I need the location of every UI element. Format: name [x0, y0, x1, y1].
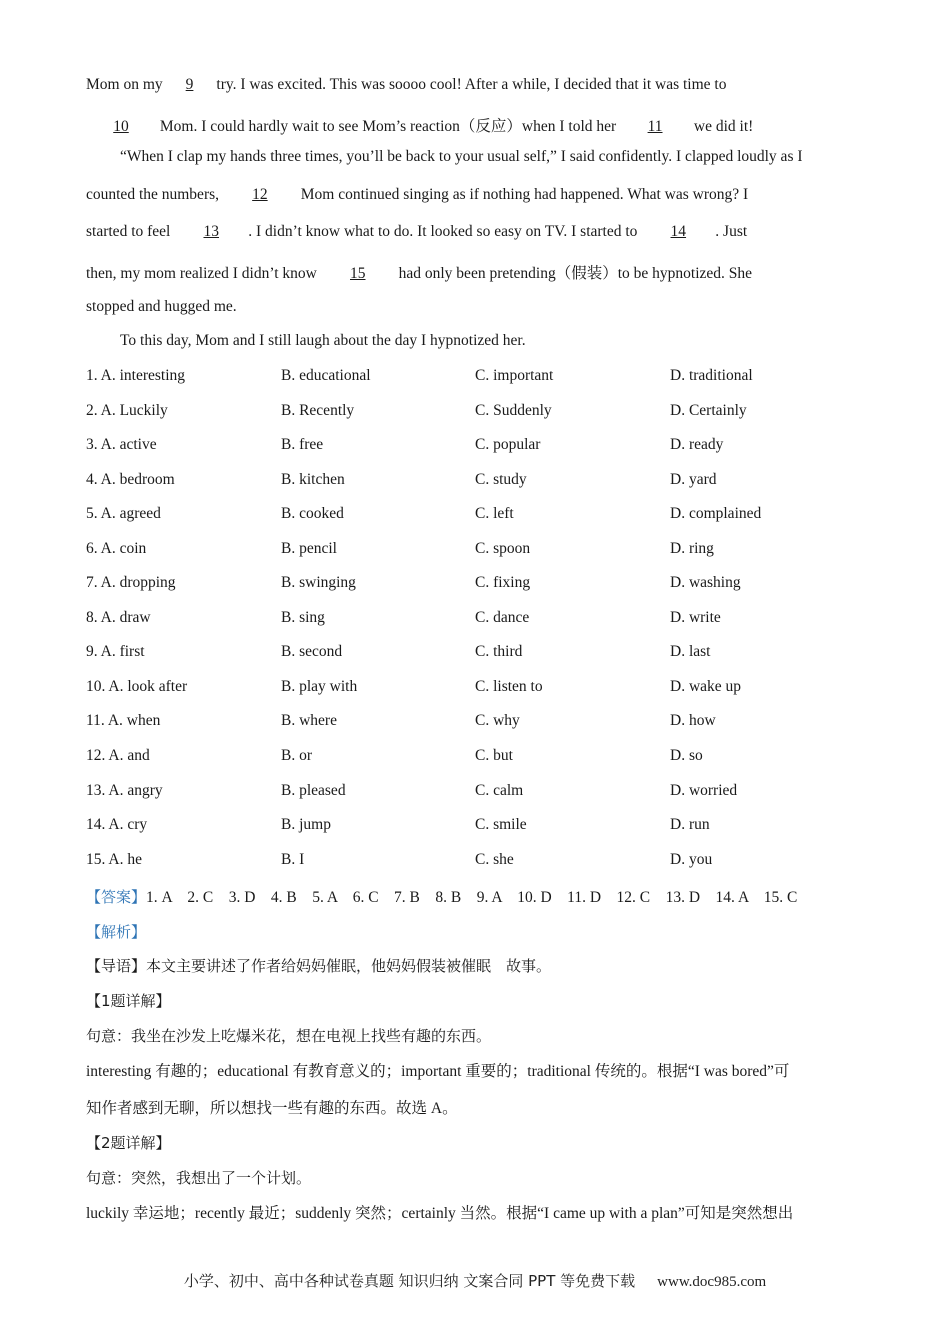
option-b: B. jump	[281, 816, 331, 833]
option-b: B. cooked	[281, 505, 344, 522]
q1-explanation-text: interesting 有趣的；educational 有教育意义的；important 重要的；traditional 传统的。根据“I was bored”可	[86, 1063, 790, 1080]
option-c: C. left	[475, 505, 514, 522]
option-d: D. run	[670, 816, 710, 833]
option-c: C. listen to	[475, 678, 543, 695]
passage-text: To this day, Mom and I still laugh about the day I hypnotized her.	[120, 332, 526, 349]
option-row	[86, 574, 866, 596]
option-b: B. second	[281, 643, 343, 660]
q2-explanation-1	[86, 1201, 862, 1223]
option-row	[86, 505, 866, 527]
option-c: C. important	[475, 367, 554, 384]
option-b: B. kitchen	[281, 471, 345, 488]
option-d: D. wake up	[670, 678, 742, 695]
blank-11: 11	[647, 118, 663, 135]
option-row	[86, 436, 866, 458]
option-d: D. complained	[670, 505, 762, 522]
option-d: D. ready	[670, 436, 724, 453]
analysis-label: 【解析】	[86, 923, 147, 941]
blank-10: 10	[113, 118, 129, 135]
passage-text: counted the numbers,	[86, 186, 223, 203]
option-b: B. pleased	[281, 782, 346, 799]
passage-text: had only been pretending（假装）to be hypnotized. She	[394, 265, 753, 282]
q2-heading	[86, 1132, 862, 1153]
q1-heading	[86, 990, 862, 1011]
option-row	[86, 747, 866, 769]
option-row	[86, 782, 866, 804]
answer-label: 【答案】	[86, 888, 147, 906]
option-a: 5. A. agreed	[86, 505, 161, 522]
option-a: 9. A. first	[86, 643, 145, 660]
option-a: 2. A. Luckily	[86, 402, 168, 419]
passage-line-7	[86, 298, 862, 316]
q2-meaning-text: 句意：突然，我想出了一个计划。	[86, 1169, 312, 1187]
option-d: D. worried	[670, 782, 738, 799]
option-d: D. last	[670, 643, 711, 660]
option-b: B. I	[281, 851, 305, 868]
option-row	[86, 643, 866, 665]
option-c: C. she	[475, 851, 514, 868]
option-b: B. swinging	[281, 574, 356, 591]
answer-line	[86, 885, 862, 907]
option-row	[86, 367, 866, 389]
option-d: D. you	[670, 851, 713, 868]
option-row	[86, 471, 866, 493]
option-row	[86, 851, 866, 873]
blank-14: 14	[670, 223, 687, 240]
passage-line-2	[86, 114, 862, 136]
option-d: D. write	[670, 609, 721, 626]
option-d: D. ring	[670, 540, 714, 557]
blank-12: 12	[252, 186, 268, 203]
passage-text: Mom on my	[86, 76, 167, 93]
option-row	[86, 402, 866, 424]
guide-text: 【导语】本文主要讲述了作者给妈妈催眠，他妈妈假装被催眠 故事。	[86, 957, 552, 975]
page-footer	[0, 1270, 950, 1291]
q1-meaning	[86, 1025, 862, 1046]
option-row	[86, 540, 866, 562]
q1-explanation-2	[86, 1096, 862, 1118]
passage-line-3	[120, 148, 862, 166]
option-c: C. why	[475, 712, 520, 729]
option-d: D. washing	[670, 574, 741, 591]
option-a: 7. A. dropping	[86, 574, 176, 591]
option-c: C. dance	[475, 609, 530, 626]
blank-9: 9	[185, 76, 194, 93]
q1-explanation-text: 知作者感到无聊，所以想找一些有趣的东西。故选 A。	[86, 1100, 458, 1117]
option-a: 1. A. interesting	[86, 367, 186, 384]
option-c: C. spoon	[475, 540, 531, 557]
option-c: C. calm	[475, 782, 524, 799]
option-row	[86, 678, 866, 700]
q2-meaning	[86, 1167, 862, 1188]
option-a: 4. A. bedroom	[86, 471, 175, 488]
passage-text: we did it!	[690, 118, 754, 135]
option-d: D. so	[670, 747, 703, 764]
option-a: 10. A. look after	[86, 678, 188, 695]
q2-heading-text: 【2题详解】	[86, 1134, 171, 1152]
analysis-line	[86, 921, 862, 942]
guide-line	[86, 955, 862, 976]
passage-text: “When I clap my hands three times, you’ll be back to your usual self,” I said confidently. I clapped loudly as I	[120, 148, 803, 165]
option-row	[86, 609, 866, 631]
passage-text: try. I was excited. This was soooo cool! After a while, I decided that it was time to	[212, 76, 727, 93]
passage-line-4	[86, 186, 862, 204]
passage-text: . I didn’t know what to do. It looked so easy on TV. I started to	[248, 223, 642, 240]
option-b: B. sing	[281, 609, 325, 626]
option-b: B. where	[281, 712, 337, 729]
option-c: C. but	[475, 747, 513, 764]
q1-meaning-text: 句意：我坐在沙发上吃爆米花，想在电视上找些有趣的东西。	[86, 1027, 492, 1045]
option-c: C. Suddenly	[475, 402, 552, 419]
footer-text: 小学、初中、高中各种试卷真题 知识归纳 文案合同 PPT 等免费下载	[183, 1272, 636, 1290]
passage-text: started to feel	[86, 223, 175, 240]
option-a: 8. A. draw	[86, 609, 151, 626]
passage-text: Mom. I could hardly wait to see Mom’s reaction（反应）when I told her	[156, 118, 621, 135]
option-a: 13. A. angry	[86, 782, 163, 799]
option-a: 15. A. he	[86, 851, 142, 868]
option-row	[86, 712, 866, 734]
passage-text: stopped and hugged me.	[86, 298, 237, 315]
q1-explanation-1	[86, 1059, 862, 1081]
passage-line-6	[86, 261, 862, 283]
option-a: 6. A. coin	[86, 540, 147, 557]
answer-text: 1. A 2. C 3. D 4. B 5. A 6. C 7. B 8. B 9. A 10. D 11. D 12. C 13. D 14. A 15. C	[146, 889, 798, 906]
option-a: 11. A. when	[86, 712, 161, 729]
blank-15: 15	[350, 265, 366, 282]
passage-text: then, my mom realized I didn’t know	[86, 265, 321, 282]
option-b: B. or	[281, 747, 312, 764]
passage-line-1	[86, 76, 862, 94]
option-d: D. yard	[670, 471, 717, 488]
option-c: C. third	[475, 643, 523, 660]
option-a: 12. A. and	[86, 747, 150, 764]
passage-line-5	[86, 223, 862, 241]
option-d: D. Certainly	[670, 402, 747, 419]
option-d: D. how	[670, 712, 716, 729]
passage-text: . Just	[715, 223, 748, 240]
option-d: D. traditional	[670, 367, 753, 384]
option-b: B. educational	[281, 367, 371, 384]
option-b: B. Recently	[281, 402, 355, 419]
option-a: 14. A. cry	[86, 816, 148, 833]
q2-explanation-text: luckily 幸运地；recently 最近；suddenly 突然；certainly 当然。根据“I came up with a plan”可知是突然想出	[86, 1205, 794, 1222]
option-b: B. free	[281, 436, 324, 453]
option-row	[86, 816, 866, 838]
blank-13: 13	[203, 223, 219, 240]
option-c: C. popular	[475, 436, 541, 453]
option-c: C. fixing	[475, 574, 531, 591]
option-c: C. smile	[475, 816, 527, 833]
option-c: C. study	[475, 471, 527, 488]
option-b: B. play with	[281, 678, 358, 695]
passage-text: Mom continued singing as if nothing had happened. What was wrong? I	[296, 186, 749, 203]
passage-line-8	[120, 332, 862, 350]
option-b: B. pencil	[281, 540, 337, 557]
footer-link[interactable]: www.doc985.com	[657, 1274, 767, 1290]
q1-heading-text: 【1题详解】	[86, 992, 171, 1010]
option-a: 3. A. active	[86, 436, 157, 453]
